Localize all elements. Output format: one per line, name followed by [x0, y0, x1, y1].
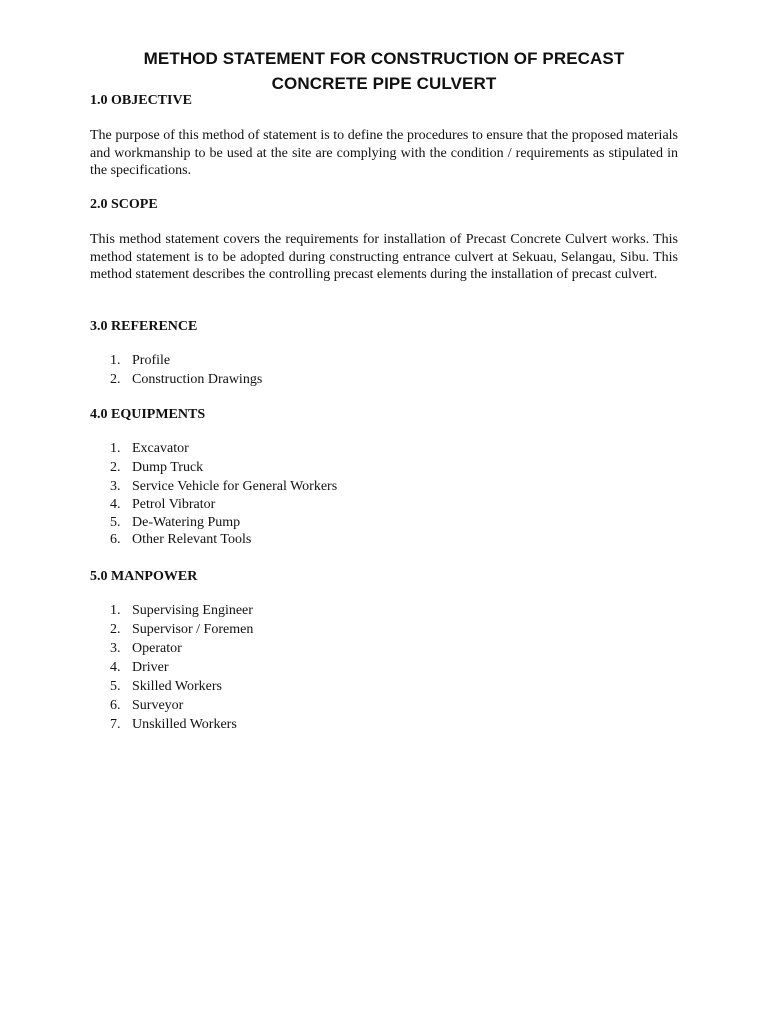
list-item: 5. Skilled Workers	[110, 679, 222, 694]
objective-paragraph: The purpose of this method of statement is to define the procedures to ensure that the proposed materials and workmanship to be used at the site are complying with the condition / requirements as stipulated in the specifications.	[90, 128, 678, 178]
list-item: 2. Supervisor / Foremen	[110, 622, 254, 637]
list-item: 3. Service Vehicle for General Workers	[110, 479, 338, 494]
list-item: 4. Petrol Vibrator	[110, 497, 216, 512]
list-item: 1. Excavator	[110, 441, 189, 456]
list-item: 2. Dump Truck	[110, 460, 204, 475]
title-line-2: CONCRETE PIPE CULVERT	[271, 74, 497, 93]
reference-list	[90, 351, 262, 389]
list-item: 6. Other Relevant Tools	[110, 532, 252, 547]
manpower-list	[90, 601, 253, 734]
list-item: 1. Profile	[110, 353, 171, 368]
list-item: 6. Surveyor	[110, 698, 184, 713]
section-heading-manpower: 5.0 MANPOWER	[90, 569, 198, 584]
document-title	[90, 46, 678, 96]
section-heading-equipments: 4.0 EQUIPMENTS	[90, 407, 206, 422]
section-heading-scope: 2.0 SCOPE	[90, 197, 158, 212]
section-heading-objective: 1.0 OBJECTIVE	[90, 93, 192, 108]
section-heading-reference: 3.0 REFERENCE	[90, 319, 198, 334]
list-item: 7. Unskilled Workers	[110, 717, 237, 732]
list-item: 2. Construction Drawings	[110, 372, 263, 387]
equipment-list	[90, 439, 337, 549]
title-line-1: METHOD STATEMENT FOR CONSTRUCTION OF PRECAST	[143, 49, 625, 68]
scope-paragraph: This method statement covers the requirements for installation of Precast Concrete Culvert works. This method statement is to be adopted during constructing entrance culvert at Sekuau, Selangau, Sibu. This method statement describes the controlling precast elements during the installation of precast culvert.	[90, 232, 678, 282]
list-item: 1. Supervising Engineer	[110, 603, 253, 618]
list-item: 5. De-Watering Pump	[110, 514, 241, 530]
list-item: 3. Operator	[110, 641, 182, 656]
list-item: 4. Driver	[110, 660, 169, 675]
